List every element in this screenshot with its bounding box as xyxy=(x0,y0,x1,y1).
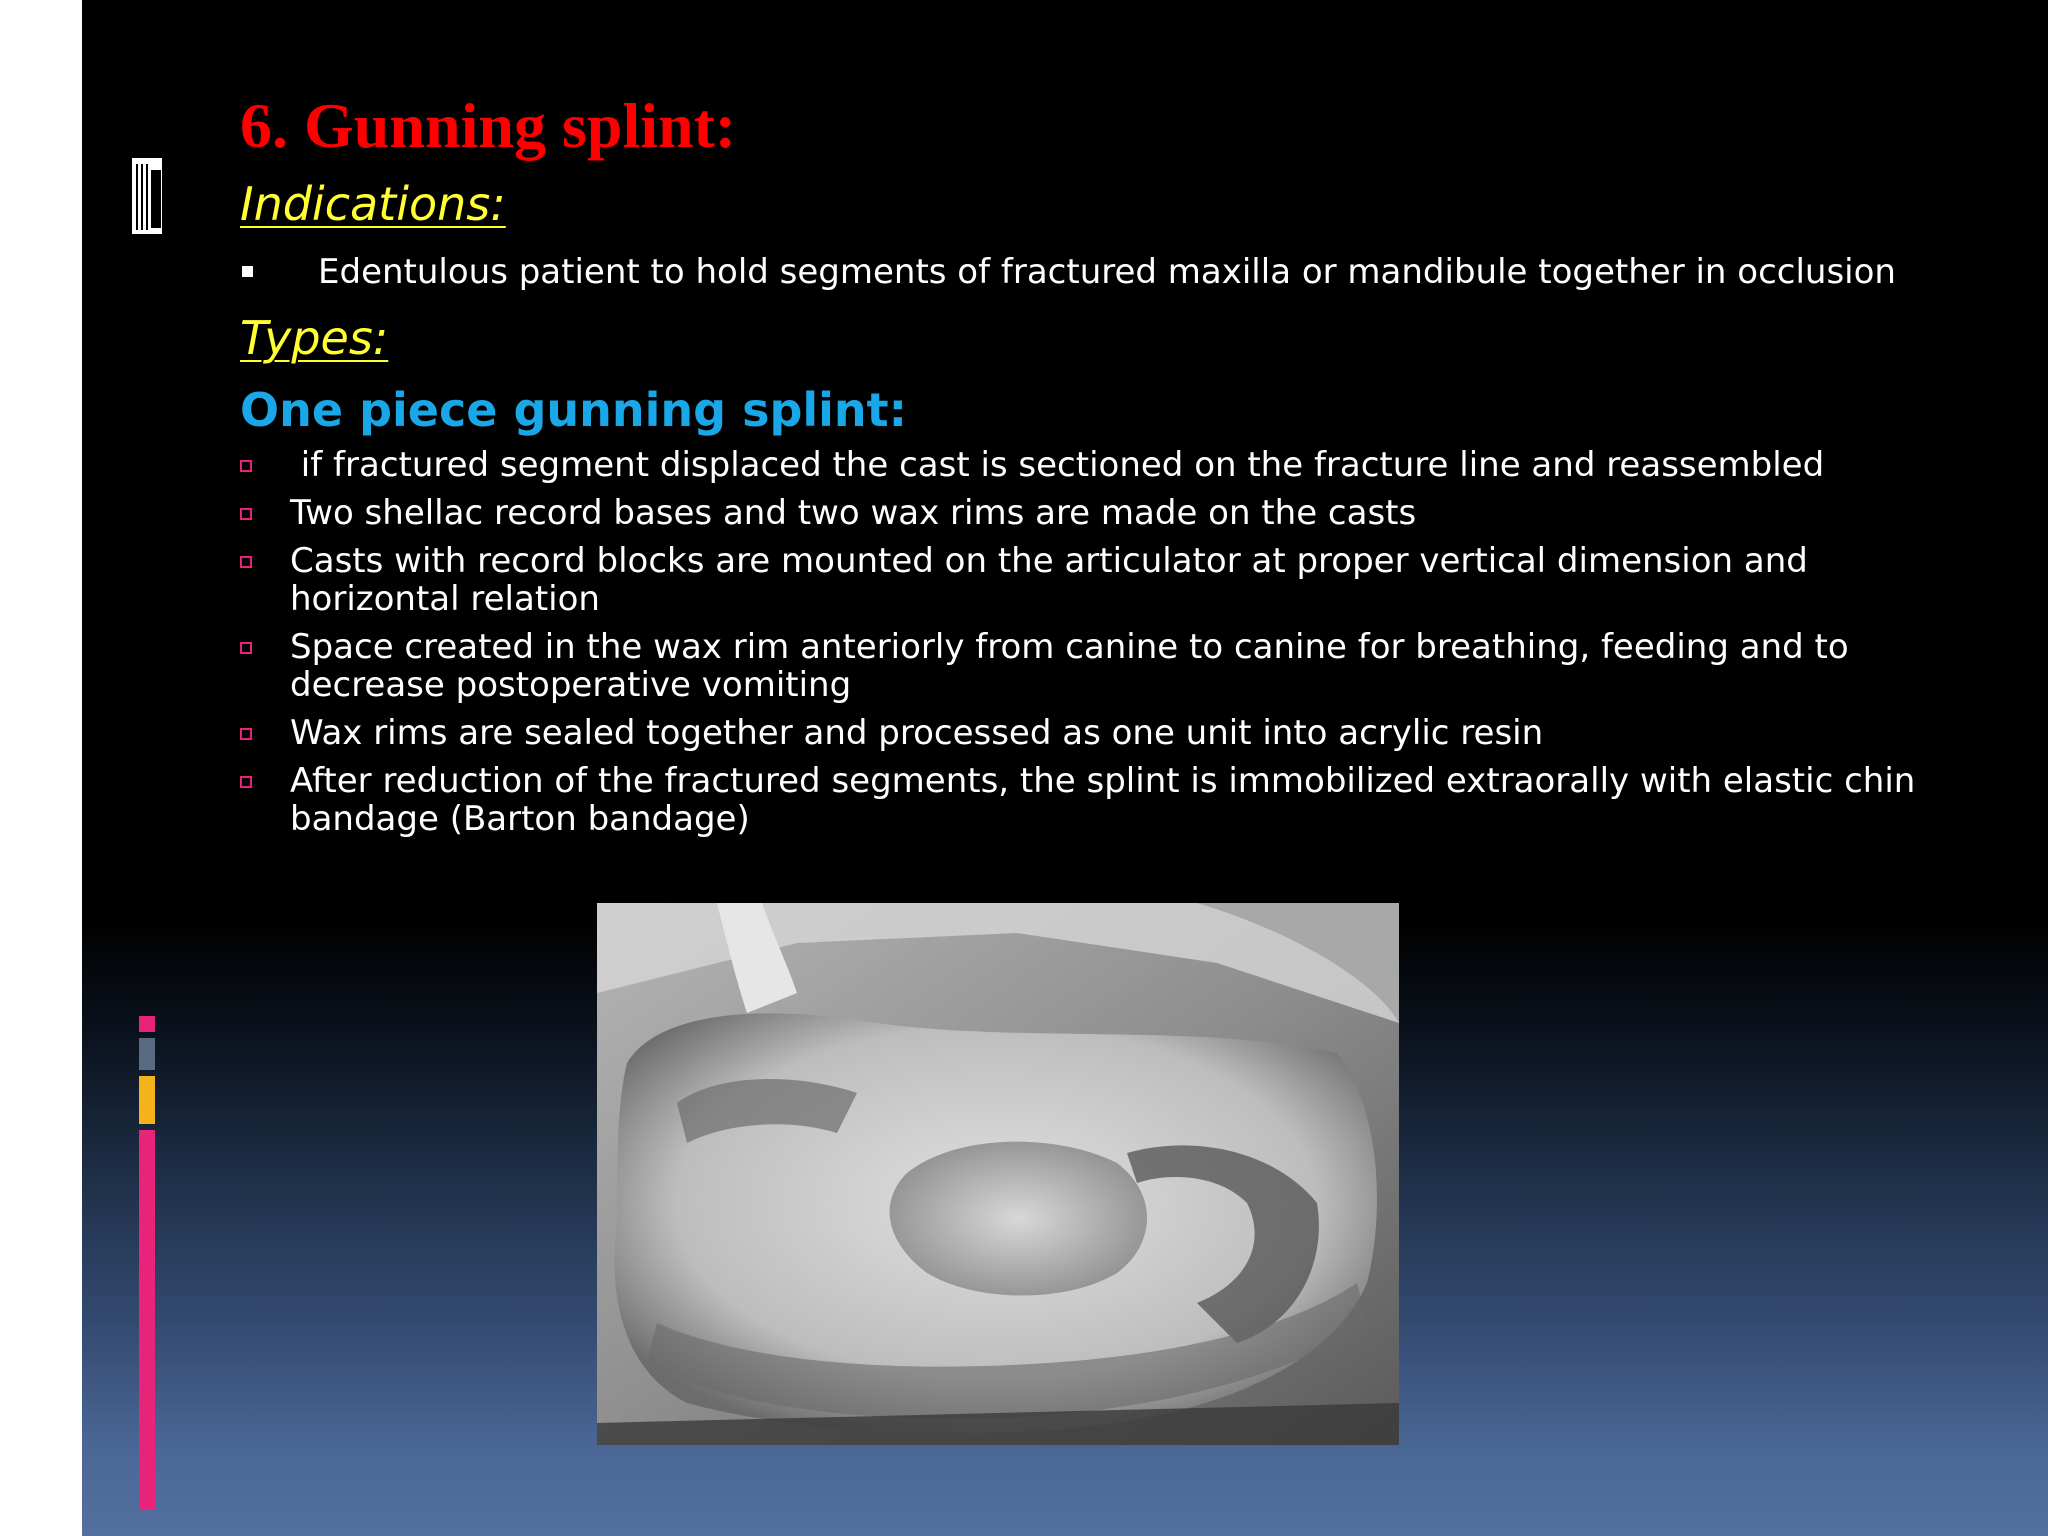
types-heading: Types: xyxy=(240,311,389,365)
slide-title: 6. Gunning splint: xyxy=(240,90,737,161)
list-item xyxy=(240,628,1980,704)
gunning-splint-photo xyxy=(597,903,1399,1445)
list-item xyxy=(240,762,1980,838)
list-item-text: Wax rims are sealed together and processed as one unit into acrylic resin xyxy=(290,713,1544,753)
hollow-square-icon xyxy=(240,556,252,568)
section-heading: One piece gunning splint: xyxy=(240,383,908,437)
indication-text: Edentulous patient to hold segments of fractured maxilla or mandibule together in occlusion xyxy=(318,252,1896,292)
list-item-text: Casts with record blocks are mounted on the articulator at proper vertical dimension and horizontal relation xyxy=(290,541,1808,619)
hollow-square-icon xyxy=(240,508,252,520)
accent-bar-pink-top xyxy=(139,1016,155,1032)
list-item-text: if fractured segment displaced the cast is sectioned on the fracture line and reassembled xyxy=(290,445,1825,485)
list-item xyxy=(240,494,1980,532)
slide xyxy=(82,0,2048,1536)
hollow-square-icon xyxy=(240,776,252,788)
hollow-square-icon xyxy=(240,642,252,654)
left-margin xyxy=(0,0,82,1536)
filled-square-icon xyxy=(242,266,253,277)
bullet-list xyxy=(240,446,1980,848)
list-item-text: Two shellac record bases and two wax rims are made on the casts xyxy=(290,493,1417,533)
list-item-text: Space created in the wax rim anteriorly from canine to canine for breathing, feeding and to decrease postoperative vomiting xyxy=(290,627,1849,705)
accent-bar-gray xyxy=(139,1038,155,1070)
accent-bar-pink-long xyxy=(139,1130,155,1510)
list-item xyxy=(240,446,1980,484)
list-item-text: After reduction of the fractured segments, the splint is immobilized extraorally with elastic chin bandage (Barton bandage) xyxy=(290,761,1916,839)
hollow-square-icon xyxy=(240,460,252,472)
list-item xyxy=(240,714,1980,752)
accent-bar-gold xyxy=(139,1076,155,1124)
hollow-square-icon xyxy=(240,728,252,740)
list-item xyxy=(240,542,1980,618)
indications-heading: Indications: xyxy=(240,177,506,231)
slide-decoration xyxy=(82,0,164,1536)
stacked-windows-icon xyxy=(130,156,164,236)
